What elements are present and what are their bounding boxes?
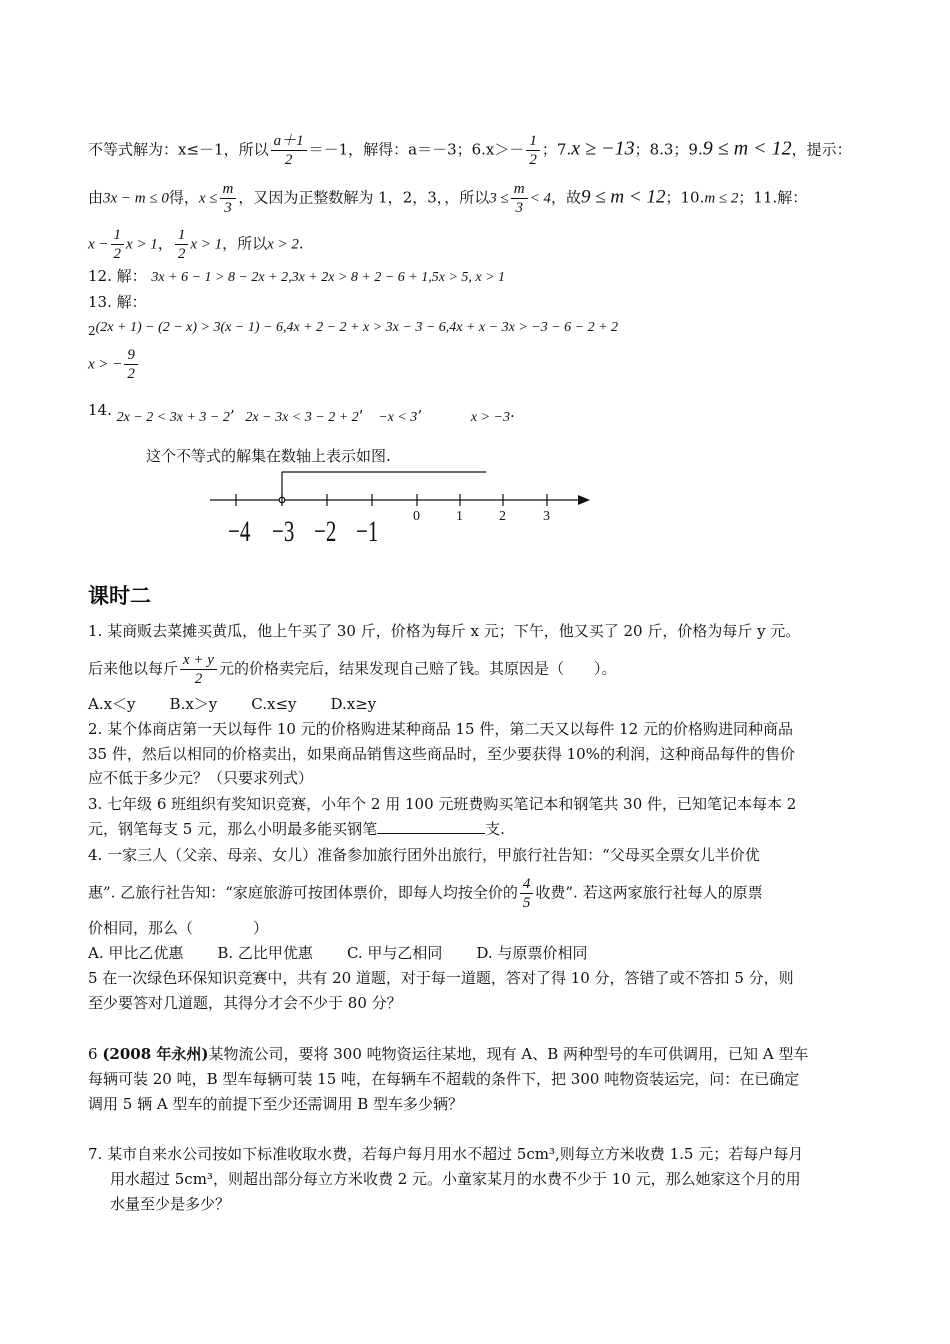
math-expr: 2x − 2 < 3x + 3 − 2 [116, 410, 230, 425]
denominator: 3 [515, 200, 523, 216]
text: 得， [168, 188, 199, 207]
answer-14 [88, 400, 515, 428]
math-expr: x ≤ [198, 190, 218, 207]
question-7-line-1: 7. 某市自来水公司按如下标准收取水费，若每户每月用水不超过 5cm³,则每立方米收费 1.5 元；若每户每月 [88, 1145, 804, 1163]
question-5-line-1: 5 在一次绿色环保知识竞赛中，共有 20 道题，对于每一道题，答对了得 10 分，答错了或不答扣 5 分，则 [88, 969, 794, 987]
option-d: D.x≥y [330, 695, 377, 713]
question-4-line-1: 4. 一家三人（父亲、母亲、女儿）准备参加旅行团外出旅行，甲旅行社告知：“父母买全票女儿半价优 [88, 846, 760, 864]
section-title: 课时二 [88, 584, 151, 608]
question-number: 14. [88, 401, 112, 419]
math-expr: x > −3 [470, 410, 510, 425]
option-a: A.x＜y [88, 695, 136, 713]
math-expr: < 4 [529, 190, 551, 207]
text: ，故 [550, 188, 581, 207]
text: 由 [88, 188, 104, 207]
answer-13-label [88, 292, 147, 312]
denominator: 2 [177, 246, 186, 262]
question-6-line-3: 调用 5 辆 A 型车的前提下至少还需调用 B 型车多少辆？ [88, 1095, 464, 1113]
answer-blank[interactable] [377, 819, 485, 834]
tick-label: 2 [499, 509, 506, 524]
text: 元的价格卖完后，结果发现自己赔了钱。其原因是（ ）。 [218, 659, 617, 678]
math-expr: 9 ≤ m < 12 [581, 186, 666, 208]
question-6-line-1 [88, 1044, 808, 1064]
text: ；10. [665, 188, 705, 207]
tick-label: −4 [228, 515, 251, 548]
denominator: 2 [127, 366, 135, 382]
text: 不等式解为：x≤－1，所以 [88, 140, 269, 159]
text: ，又因为正整数解为 1，2，3，，所以 [238, 188, 490, 207]
separator: ’ [417, 407, 423, 425]
question-2-line-1: 2. 某个体商店第一天以每件 10 元的价格购进某种商品 15 件，第二天又以每件 12 元的价格购进同种商品 [88, 720, 793, 738]
numerator: 1 [175, 226, 189, 245]
tick-label: −2 [314, 515, 337, 548]
text: 某物流公司，要将 300 吨物资运往某地，现有 A、B 两种型号的车可供调用，已知 A 型车 [208, 1045, 809, 1063]
option-a: A. 甲比乙优惠 [88, 944, 184, 962]
fraction [271, 132, 307, 169]
math-expr: x > − [88, 356, 123, 373]
numerator: 9 [124, 346, 138, 365]
math-expr: −x < 3 [378, 410, 418, 425]
question-7-line-2: 用水超过 5cm³，则超出部分每立方米收费 2 元。小童家某月的水费不少于 10 元，那么她家这个月的用 [110, 1170, 801, 1188]
fraction [511, 180, 528, 217]
question-1-line-2 [88, 651, 616, 688]
question-4-line-2 [88, 875, 763, 912]
math-expr: x ≥ −13 [571, 137, 635, 160]
text: 后来他以每斤 [88, 659, 179, 678]
math-expr: x > 2 [267, 236, 299, 253]
math-expr: x − [88, 236, 109, 253]
numerator: a＋1 [271, 132, 307, 151]
text: 支. [485, 820, 505, 838]
numerator: 4 [520, 875, 534, 894]
math-expr: m ≤ 2 [704, 190, 739, 207]
text: 2 [88, 324, 96, 338]
question-1-options [88, 694, 410, 714]
math-expr: 3 ≤ [489, 190, 509, 207]
answers-line-1 [88, 132, 852, 169]
fraction [175, 226, 189, 263]
math-expr: x > 1 [190, 236, 223, 253]
tick-label: −1 [356, 515, 379, 548]
question-4-line-3: 价相同，那么（ ） [88, 919, 269, 937]
question-3-line-1: 3. 七年级 6 班组织有奖知识竞赛，小年个 2 用 100 元班费购买笔记本和钢笔共 30 件，已知笔记本每本 2 [88, 795, 797, 813]
denominator: 2 [113, 246, 122, 262]
text: ；11.解： [738, 188, 808, 207]
question-7-line-3: 水量至少是多少？ [110, 1195, 231, 1213]
question-5-line-2: 至少要答对几道题，其得分才会不少于 80 分？ [88, 994, 402, 1012]
number-line-caption: 这个不等式的解集在数轴上表示如图. [146, 447, 391, 465]
answer-13-result [88, 346, 140, 383]
option-c: C. 甲与乙相同 [346, 944, 443, 962]
denominator: 2 [284, 152, 293, 168]
answers-line-3 [88, 226, 304, 263]
question-2-line-3: 应不低于多少元？（只要求列式） [88, 769, 314, 787]
numerator: m [511, 180, 528, 199]
text: ；7. [541, 140, 572, 159]
question-6-line-2: 每辆可装 20 吨，B 型车每辆可装 15 吨，在每辆车不超载的条件下，把 300 吨物资装运完，问：在已确定 [88, 1070, 800, 1088]
option-d: D. 与原票价相同 [476, 944, 588, 962]
math-expr: 3x + 6 − 1 > 8 − 2x + 2,3x + 2x > 8 + 2 − 6 + 1,5x > 5, x > 1 [151, 270, 506, 285]
denominator: 2 [194, 671, 203, 687]
math-expr: 9 ≤ m < 12 [702, 137, 792, 160]
tick-label: 1 [456, 509, 463, 524]
question-1-line-1: 1. 某商贩去菜摊买黄瓜，他上午买了 30 斤，价格为每斤 x 元；下午，他又买了 20 斤，价格为每斤 y 元。 [88, 622, 801, 640]
fraction [111, 226, 125, 263]
answer-12 [88, 266, 505, 288]
fraction [124, 346, 138, 383]
text: 元，钢笔每支 5 元，那么小明最多能买钢笔 [88, 820, 378, 838]
denominator: 5 [522, 895, 531, 911]
separator: ’ [358, 407, 364, 425]
question-number: 12. 解： [88, 267, 147, 285]
text: 收费”. 若这两家旅行社每人的原票 [535, 883, 763, 902]
text: . [298, 234, 304, 253]
denominator: 3 [224, 200, 232, 216]
answers-line-2 [88, 180, 807, 217]
tick-label: 3 [543, 509, 550, 524]
fraction [520, 875, 534, 912]
question-2-line-2: 35 件，然后以相同的价格卖出，如果商品销售这些商品时，至少要获得 10%的利润，这种商品每件的售价 [88, 745, 795, 763]
question-3-line-2 [88, 819, 505, 839]
numerator: 1 [526, 132, 540, 151]
math-expr: 3x − m ≤ 0 [103, 190, 169, 207]
question-number: 13. 解： [88, 293, 147, 311]
separator: ’ [229, 407, 235, 425]
numerator: x + y [180, 651, 217, 670]
question-number: 6 [88, 1045, 103, 1063]
text: ，提示： [791, 140, 852, 159]
numerator: m [220, 180, 237, 199]
tick-label: 0 [413, 509, 420, 524]
text: ，所以 [222, 234, 268, 253]
math-expr: x > 1 [126, 236, 158, 253]
fraction [526, 132, 540, 169]
question-4-options [88, 943, 621, 963]
number-line-figure [210, 466, 600, 556]
text: 惠”. 乙旅行社告知：“家庭旅游可按团体票价，即每人均按全价的 [88, 883, 518, 902]
answer-13-work [88, 316, 618, 341]
option-c: C.x≤y [251, 695, 297, 713]
denominator: 2 [529, 152, 537, 168]
option-b: B. 乙比甲优惠 [217, 944, 313, 962]
math-expr: 2x − 3x < 3 − 2 + 2 [245, 410, 359, 425]
tick-label: −3 [272, 515, 295, 548]
fraction [220, 180, 237, 217]
source-tag: (2008 年永州) [102, 1045, 209, 1063]
axis-arrow [578, 495, 590, 505]
fraction [180, 651, 217, 688]
option-b: B.x＞y [169, 695, 218, 713]
math-expr: (2x + 1) − (2 − x) > 3(x − 1) − 6,4x + 2 − 2 + x > 3x − 3 − 6,4x + x − 3x > −3 − 6 − 2 + 2 [95, 320, 619, 335]
text: ， [157, 234, 173, 253]
text: ＝－1，解得：a＝－3；6.x＞－ [308, 140, 525, 159]
numerator: 1 [111, 226, 125, 245]
text: ；8.3；9. [634, 140, 703, 159]
separator: · [509, 407, 515, 425]
